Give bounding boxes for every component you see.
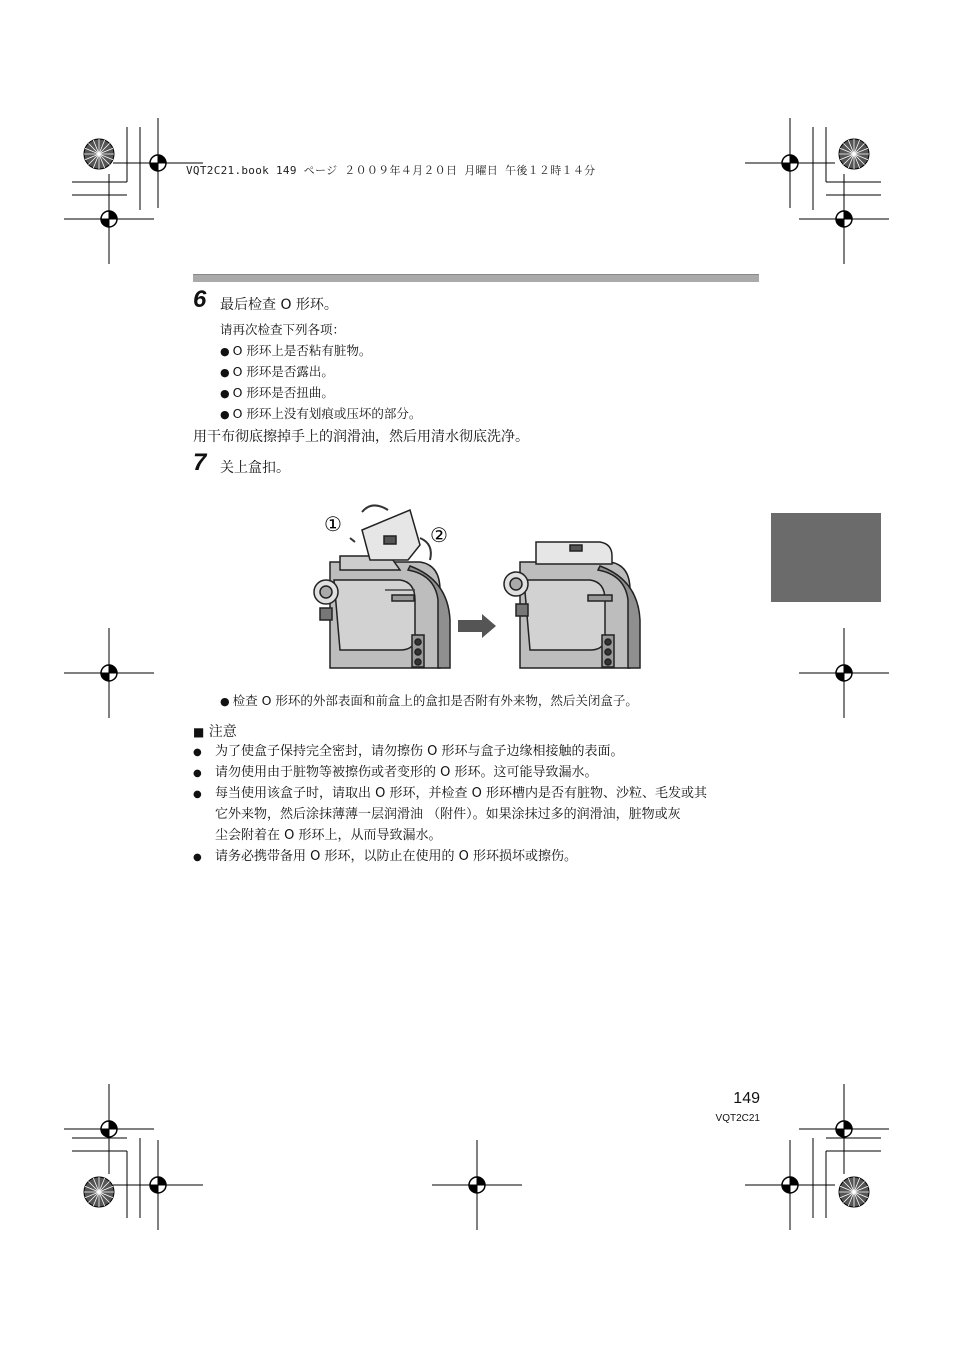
check-item-4: ● O 形环上没有划痕或压坏的部分。 [220, 404, 421, 422]
section-rule [193, 274, 759, 282]
check-item-2: ● O 形环是否露出。 [220, 362, 334, 380]
check-item-1: ● O 形环上是否粘有脏物。 [220, 341, 371, 359]
right-arrow-icon [458, 614, 496, 638]
note-item-2: ●请勿使用由于脏物等被擦伤或者变形的 O 形环。这可能导致漏水。 [193, 762, 598, 784]
figure-label-1: ① [324, 512, 342, 536]
notes-heading-text: 注意 [208, 724, 237, 740]
step-6-intro: 请再次检查下列各项： [220, 322, 346, 337]
case-closing-illustration [300, 500, 650, 670]
note-item-4: ●请务必携带备用 O 形环，以防止在使用的 O 形环损坏或擦伤。 [193, 846, 577, 868]
print-header: VQT2C21.book 149 ページ ２００９年４月２０日 月曜日 午後１２時１４分 [186, 164, 596, 177]
note-item-1: ●为了使盒子保持完全密封，请勿擦伤 O 形环与盒子边缘相接触的表面。 [193, 741, 624, 763]
step-7-title: 关上盒扣。 [220, 460, 290, 476]
step-7-number: 7 [193, 449, 207, 476]
square-bullet-icon: ■ [193, 725, 205, 739]
step-6-number: 6 [193, 286, 207, 313]
note-item-3: ●每当使用该盒子时，请取出 O 形环，并检查 O 形环槽内是否有脏物、沙粒、毛发或其 [193, 783, 707, 805]
document-code: VQT2C21 [715, 1113, 760, 1124]
step-6-title: 最后检查 O 形环。 [220, 297, 338, 313]
figure-label-2: ② [430, 523, 448, 547]
chapter-tab [771, 513, 881, 602]
figure-note: ● 检查 O 形环的外部表面和前盒上的盒扣是否附有外来物，然后关闭盒子。 [220, 691, 638, 709]
case-closed-latch [504, 542, 640, 668]
step-6-instruction: 用干布彻底擦掉手上的润滑油，然后用清水彻底洗净。 [193, 429, 529, 445]
note-item-3-cont-1: 它外来物，然后涂抹薄薄一层润滑油 （附件）。如果涂抹过多的润滑油，脏物或灰 [215, 807, 681, 822]
page-number: 149 [733, 1090, 760, 1107]
notes-heading [193, 721, 237, 741]
note-item-3-cont-2: 尘会附着在 O 形环上，从而导致漏水。 [215, 828, 442, 843]
check-item-3: ● O 形环是否扭曲。 [220, 383, 334, 401]
